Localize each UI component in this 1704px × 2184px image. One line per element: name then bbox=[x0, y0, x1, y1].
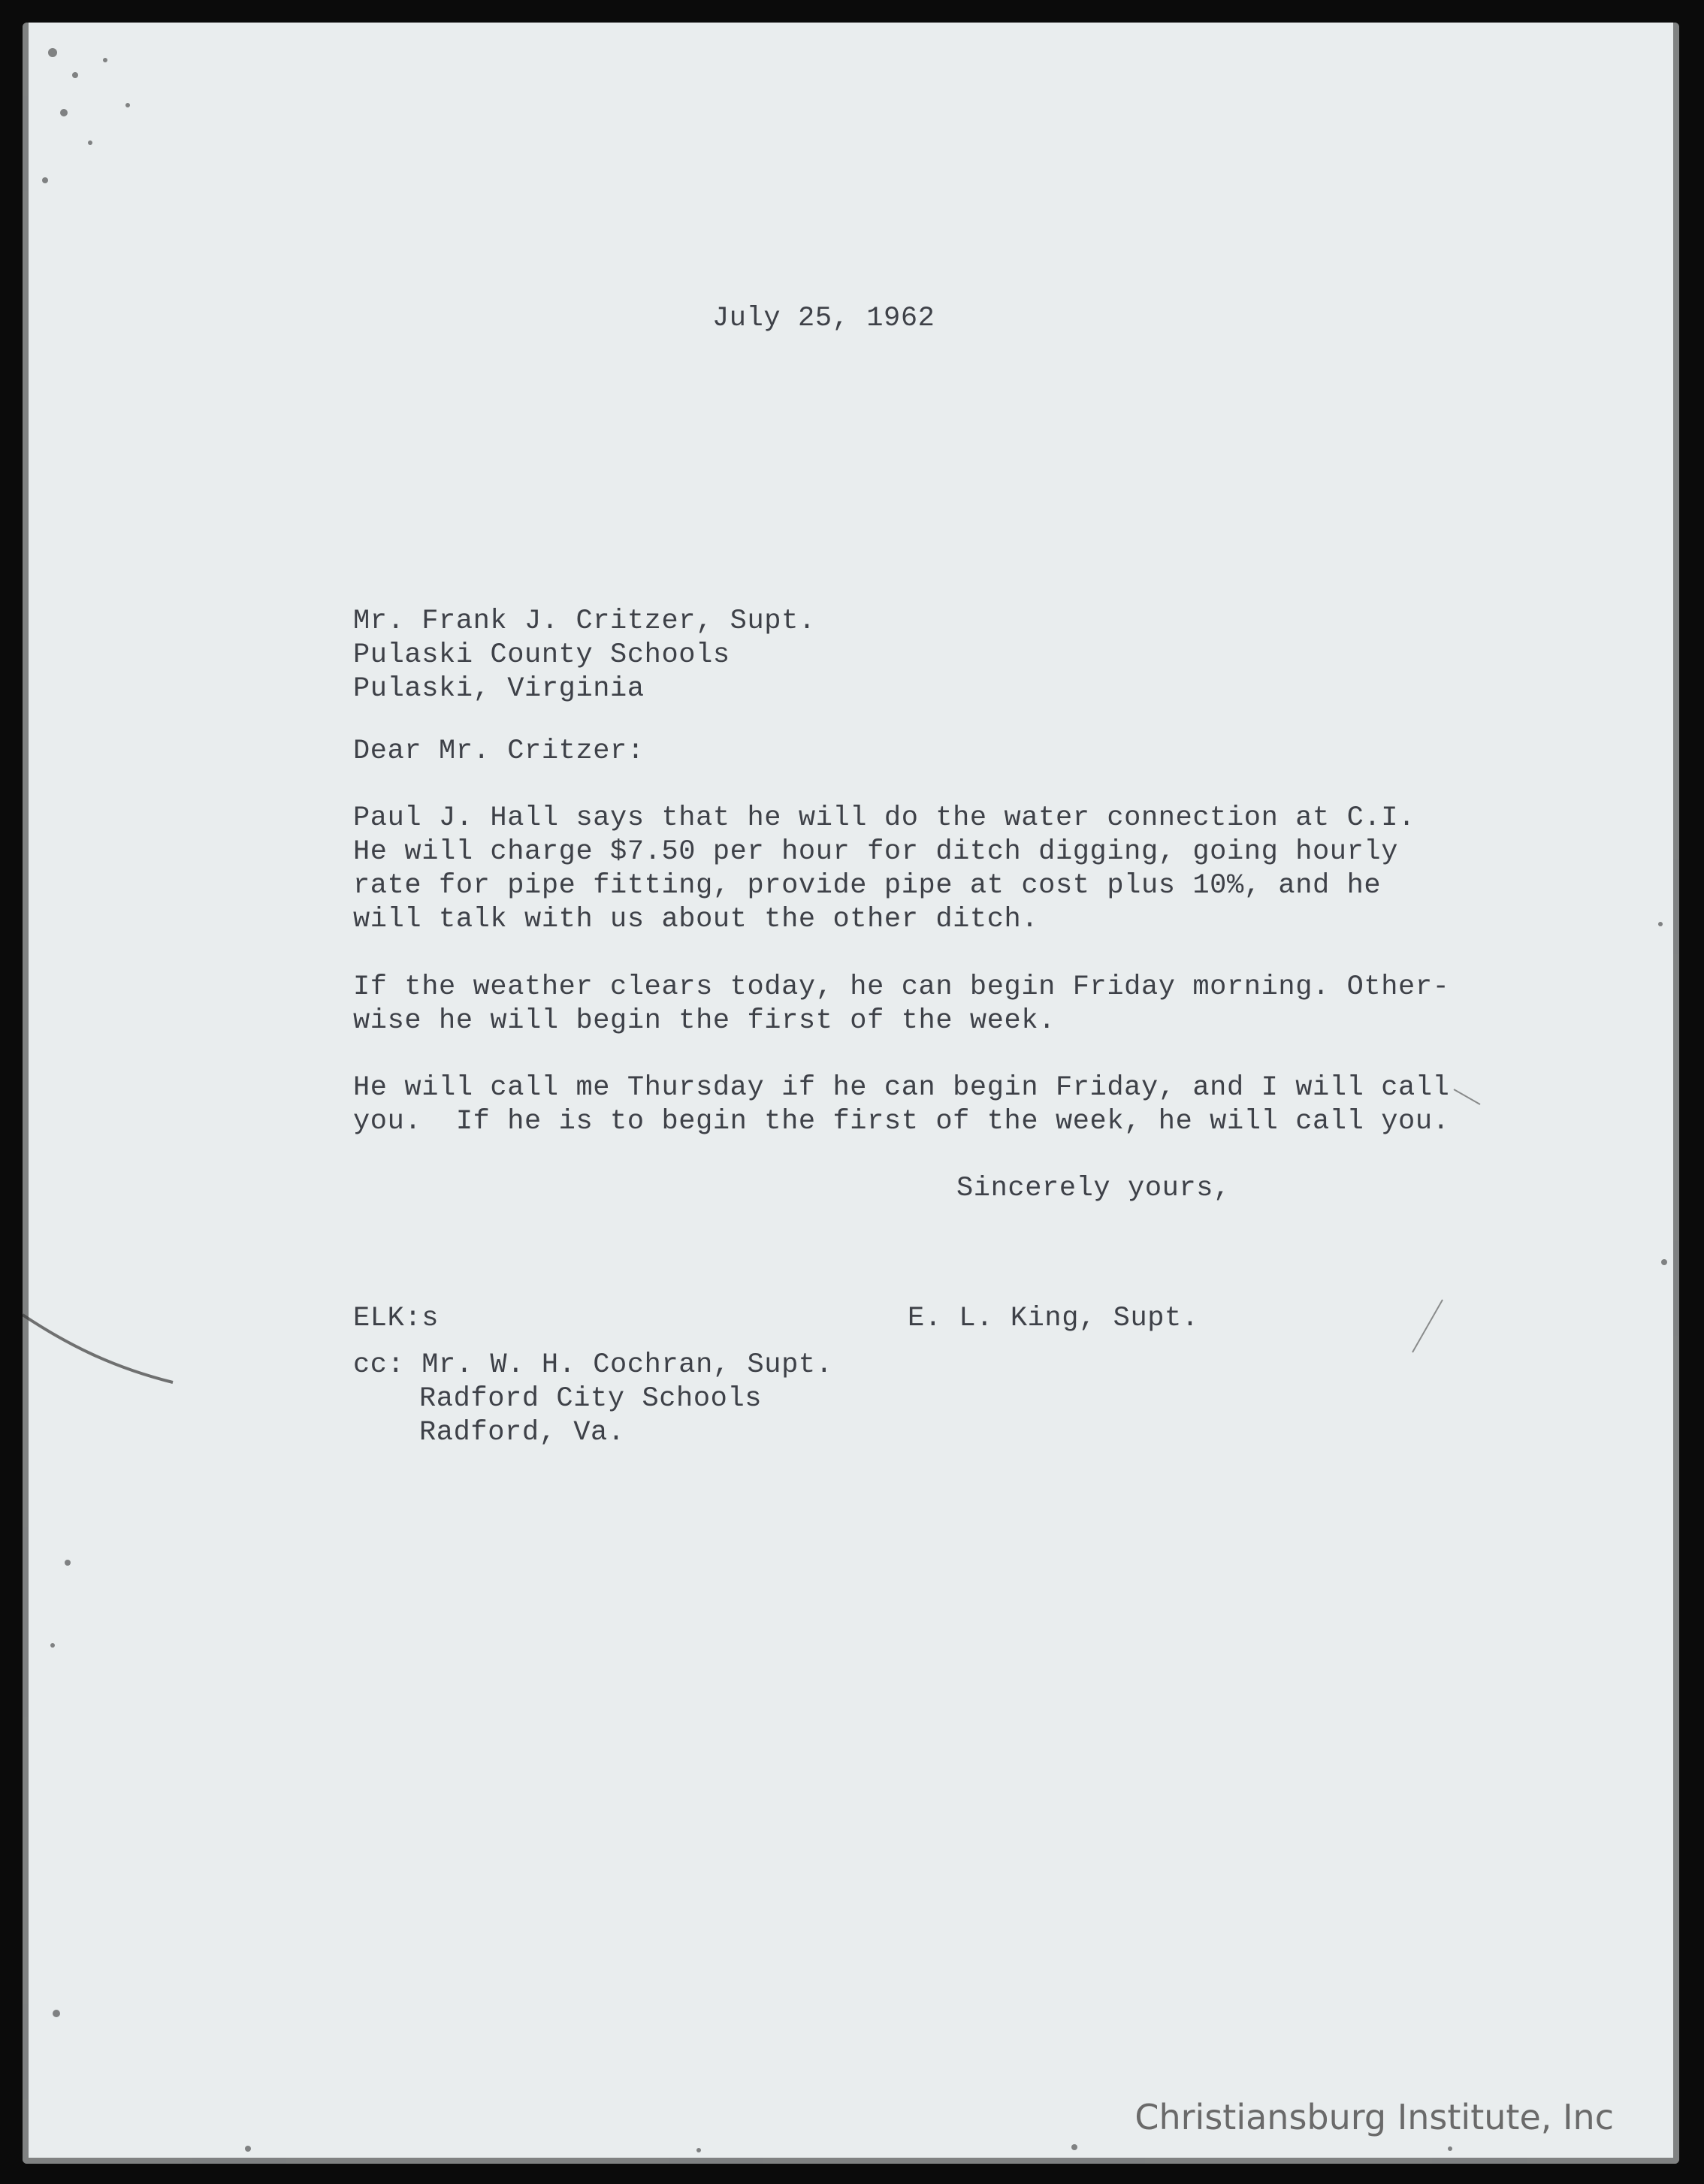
body-paragraph-1-line-4: will talk with us about the other ditch. bbox=[353, 904, 1039, 935]
recipient-name: Mr. Frank J. Critzer, Supt. bbox=[353, 606, 816, 637]
archive-watermark: Christiansburg Institute, Inc bbox=[1134, 2097, 1614, 2137]
body-paragraph-3-line-2: you. If he is to begin the first of the week, he will call you. bbox=[353, 1106, 1450, 1137]
closing: Sincerely yours, bbox=[956, 1173, 1231, 1204]
body-paragraph-1-line-1: Paul J. Hall says that he will do the water connection at C.I. bbox=[353, 802, 1415, 834]
signature-name: E. L. King, Supt. bbox=[908, 1303, 1199, 1334]
body-paragraph-1-line-2: He will charge $7.50 per hour for ditch digging, going hourly bbox=[353, 836, 1399, 868]
salutation: Dear Mr. Critzer: bbox=[353, 736, 645, 767]
cc-line-3: Radford, Va. bbox=[419, 1417, 625, 1448]
letter-page bbox=[23, 23, 1679, 2164]
typist-initials: ELK:s bbox=[353, 1303, 440, 1334]
body-paragraph-2-line-2: wise he will begin the first of the week. bbox=[353, 1005, 1056, 1037]
recipient-location: Pulaski, Virginia bbox=[353, 673, 645, 705]
body-paragraph-3-line-1: He will call me Thursday if he can begin Friday, and I will call bbox=[353, 1072, 1450, 1104]
body-paragraph-1-line-3: rate for pipe fitting, provide pipe at cost plus 10%, and he bbox=[353, 870, 1382, 902]
body-paragraph-2-line-1: If the weather clears today, he can begin Friday morning. Other- bbox=[353, 971, 1450, 1003]
recipient-organization: Pulaski County Schools bbox=[353, 639, 730, 671]
cc-line-2: Radford City Schools bbox=[419, 1383, 763, 1415]
letter-date: July 25, 1962 bbox=[712, 303, 935, 334]
cc-line-1: cc: Mr. W. H. Cochran, Supt. bbox=[353, 1349, 833, 1381]
